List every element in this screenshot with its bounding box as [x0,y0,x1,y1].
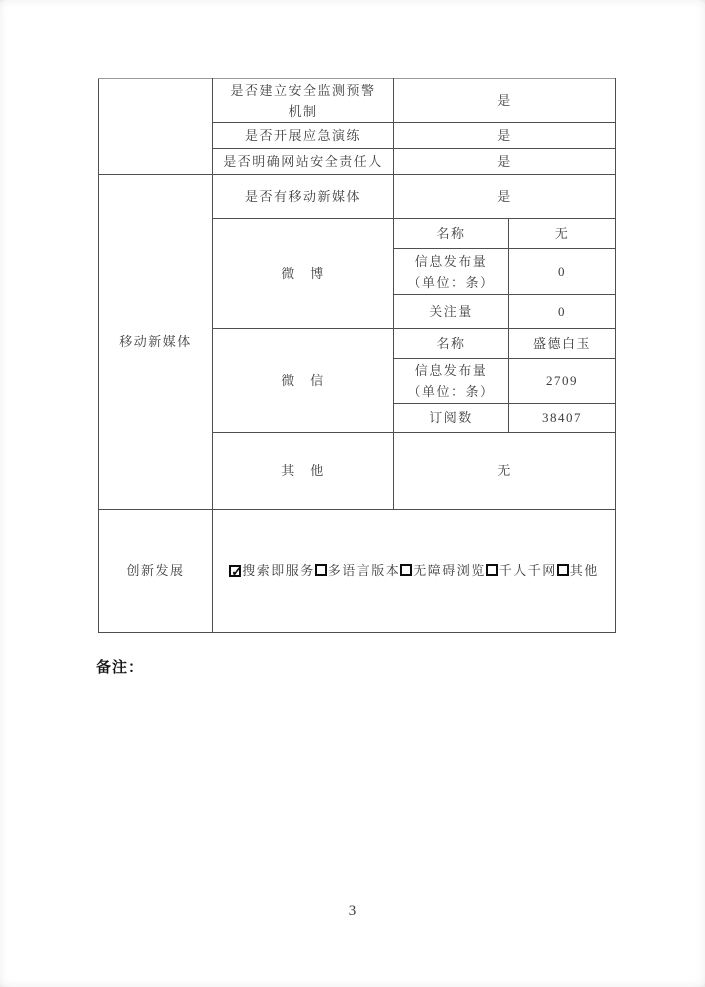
wechat-name-value: 盛德白玉 [509,329,616,359]
wechat-posts-label [394,359,509,404]
innovation-option-label: 多语言版本 [327,563,401,578]
section-label-mobile-media: 移动新媒体 [99,175,213,510]
wechat-posts-value: 2709 [509,359,616,404]
row-label-security-responsible: 是否明确网站安全责任人 [213,149,394,175]
row-value-security-responsible: 是 [394,149,616,175]
other-media-value: 无 [394,433,616,510]
section-cell-empty [99,79,213,175]
checked-checkbox-icon: ✓ [231,564,243,579]
row-label-line: 机制 [288,103,318,119]
weibo-name-label: 名称 [394,219,509,249]
group-label-other: 其 他 [213,433,394,510]
notes-label: 备注： [96,659,145,676]
innovation-option [315,563,401,578]
annual-report-table [98,78,616,633]
weibo-followers-value: 0 [509,295,616,329]
row-label-emergency-drill: 是否开展应急演练 [213,123,394,149]
row-label-security-monitoring [213,79,394,123]
row-label-line: 信息发布量 [414,253,488,269]
unchecked-checkbox-icon [486,564,498,576]
weibo-posts-label [394,249,509,295]
row-value-has-mobile-media: 是 [394,175,616,219]
unchecked-checkbox-icon [557,564,569,576]
row-value-emergency-drill: 是 [394,123,616,149]
innovation-option [400,563,486,578]
row-label-line: （单位：条） [407,274,495,290]
innovation-options-cell [213,510,616,633]
row-label-line: 是否建立安全监测预警 [230,82,376,98]
innovation-option [486,563,557,578]
innovation-option-label: 其他 [569,563,599,578]
unchecked-checkbox-icon [400,564,412,576]
row-label-line: （单位：条） [407,384,495,399]
weibo-name-value: 无 [509,219,616,249]
wechat-subscribers-value: 38407 [509,404,616,433]
group-label-weibo: 微 博 [213,219,394,329]
wechat-name-label: 名称 [394,329,509,359]
innovation-option [557,563,599,578]
unchecked-checkbox-icon [315,564,327,576]
wechat-subscribers-label: 订阅数 [394,404,509,433]
innovation-option-label: 无障碍浏览 [413,563,486,578]
row-label-has-mobile-media: 是否有移动新媒体 [213,175,394,219]
row-label-line: 信息发布量 [414,363,488,378]
innovation-option-label: 搜索即服务 [242,563,315,578]
innovation-option-label: 千人千网 [498,563,557,578]
section-label-innovation: 创新发展 [99,510,213,633]
weibo-followers-label: 关注量 [394,295,509,329]
innovation-option [229,563,315,578]
weibo-posts-value: 0 [509,249,616,295]
innovation-options [229,563,599,578]
page-number: 3 [348,903,357,919]
group-label-wechat: 微 信 [213,329,394,433]
row-value-security-monitoring: 是 [394,79,616,123]
